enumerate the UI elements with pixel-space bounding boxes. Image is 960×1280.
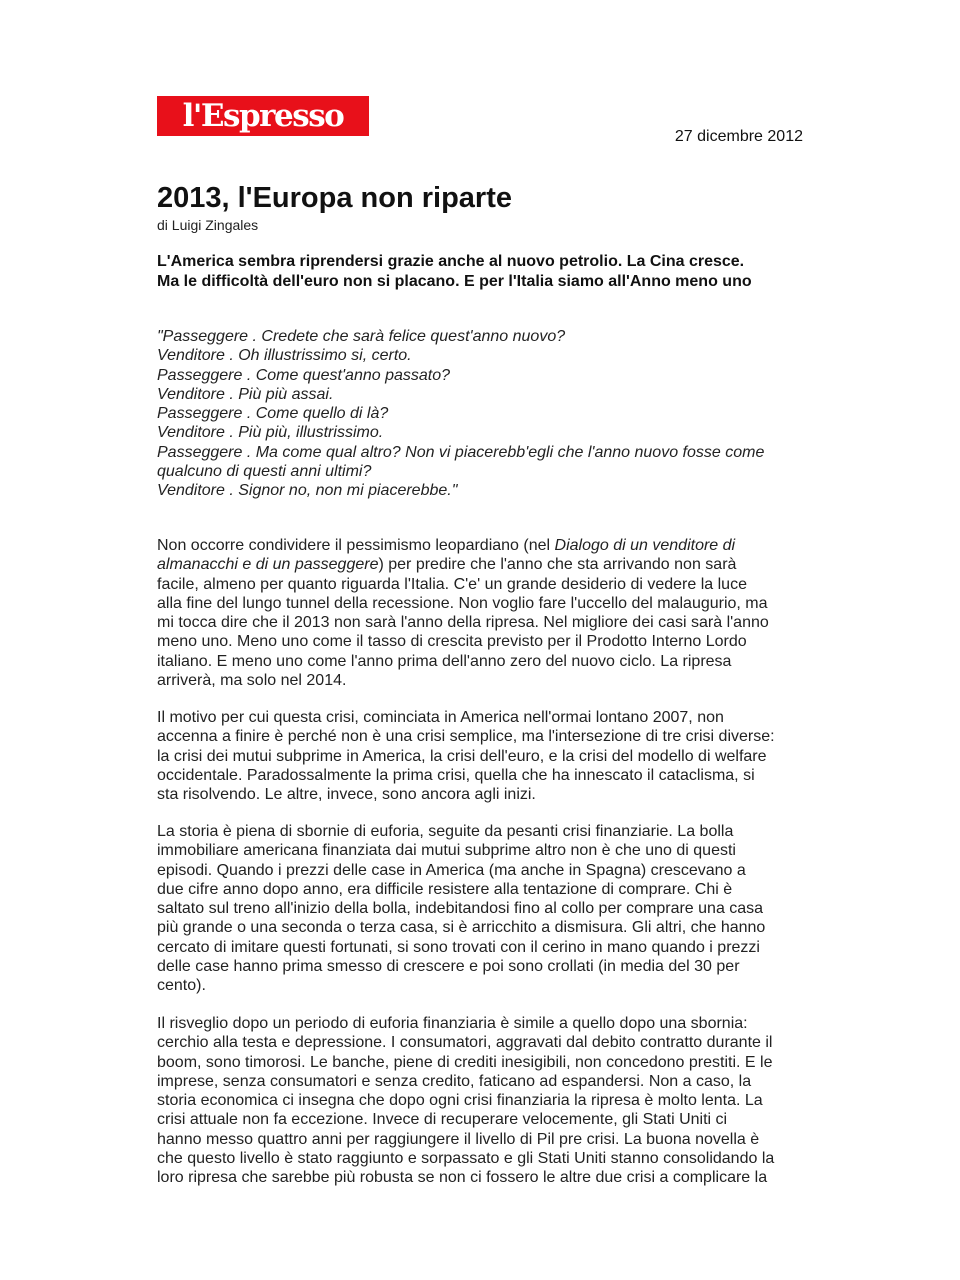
paragraph-line: Il risveglio dopo un periodo di euforia finanziaria è simile a quello dopo una sbornia: xyxy=(157,1015,748,1032)
quote-line: Passeggere . Ma come qual altro? Non vi piacerebb'egli che l'anno nuovo fosse come xyxy=(157,443,765,461)
quote-line: Passeggere . Come quello di là? xyxy=(157,405,389,423)
paragraph-line: imprese, senza consumatori e senza credito, faticano ad espandersi. Non a caso, la xyxy=(157,1072,752,1090)
paragraph-line: italiano. E meno uno come l'anno prima dell'anno zero del nuovo ciclo. La ripresa xyxy=(157,652,732,670)
paragraph-line: storia economica ci insegna che dopo ogni crisi finanziaria la ripresa è molto lenta. La xyxy=(157,1092,763,1110)
paragraph-line: saltato sul treno all'inizio della bolla, indebitandosi fino al collo per comprare una casa xyxy=(157,900,764,918)
article-title: 2013, l'Europa non riparte xyxy=(157,182,512,214)
quote-line: qualcuno di questi anni ultimi? xyxy=(157,463,372,481)
paragraph-line: che questo livello è stato raggiunto e sorpassato e gli Stati Uniti stanno consolidando la xyxy=(157,1150,775,1168)
paragraph-line: loro ripresa che sarebbe più robusta se non ci fossero le altre due crisi a complicare la xyxy=(157,1169,768,1187)
paragraph-line: delle case hanno prima smesso di crescere e poi sono crollati (in media del 30 per xyxy=(157,958,740,976)
paragraph-line: crisi attuale non fa eccezione. Invece di recuperare velocemente, gli Stati Uniti ci xyxy=(157,1111,728,1129)
publication-logo: l'Espresso xyxy=(157,96,369,136)
paragraph-line: mi tocca dire che il 2013 non sarà l'anno della ripresa. Nel migliore dei casi sarà l'anno xyxy=(157,614,769,632)
book-title-italic: almanacchi e di un passeggere xyxy=(157,556,379,574)
paragraph-line: facile, almeno per quanto riguarda l'Italia. C'e' un grande desiderio di vedere la luce xyxy=(157,575,747,593)
quote-line: Venditore . Oh illustrissimo si, certo. xyxy=(157,347,412,365)
paragraph-line: la crisi dei mutui subprime in America, la crisi dell'euro, e la crisi del modello di welfare xyxy=(157,747,767,765)
paragraph-line: hanno messo quattro anni per raggiungere il livello di Pil pre crisi. La buona novella è xyxy=(157,1130,760,1148)
paragraph-line: episodi. Quando i prezzi delle case in America (ma anche in Spagna) crescevano a xyxy=(157,861,746,879)
paragraph-line: boom, sono timorosi. Le banche, piene di crediti inesigibili, non concedono prestiti. E le xyxy=(157,1053,773,1071)
paragraph-line: cento). xyxy=(157,977,206,995)
paragraph-line: Il motivo per cui questa crisi, cominciata in America nell'ormai lontano 2007, non xyxy=(157,709,724,726)
quote-line: Venditore . Più più, illustrissimo. xyxy=(157,424,384,442)
quote-line: "Passeggere . Credete che sarà felice quest'anno nuovo? xyxy=(157,328,566,345)
paragraph-line: accenna a finire è perché non è una crisi semplice, ma l'intersezione di tre crisi diverse: xyxy=(157,728,775,746)
paragraph-line: immobiliare americana finanziata dai mutui subprime altro non è che uno di questi xyxy=(157,842,736,860)
paragraph-line: almanacchi e di un passeggere) per predire che l'anno che sta arrivando non sarà xyxy=(157,556,737,574)
quote-line: Passeggere . Come quest'anno passato? xyxy=(157,366,451,384)
paragraph-line: arriverà, ma solo nel 2014. xyxy=(157,672,347,690)
paragraph-line: due cifre anno dopo anno, era difficile resistere alla tentazione di comprare. Chi è xyxy=(157,880,733,898)
body-paragraph-1 xyxy=(157,536,817,690)
paragraph-line: Non occorre condividere il pessimismo leopardiano (nel Dialogo di un venditore di xyxy=(157,537,736,554)
paragraph-line: sta risolvendo. Le altre, invece, sono ancora agli inizi. xyxy=(157,786,536,804)
body-paragraph-4 xyxy=(157,1014,817,1188)
paragraph-line: occidentale. Paradossalmente la prima crisi, quella che ha innescato il cataclisma, si xyxy=(157,766,755,784)
body-paragraph-2 xyxy=(157,708,817,804)
paragraph-line: La storia è piena di sbornie di euforia, seguite da pesanti crisi finanziarie. La bolla xyxy=(157,823,734,840)
paragraph-line: meno uno. Meno uno come il tasso di crescita previsto per il Prodotto Interno Lordo xyxy=(157,633,747,651)
leopardi-quote xyxy=(157,327,817,501)
quote-line: Venditore . Signor no, non mi piacerebbe." xyxy=(157,482,458,500)
publication-date: 27 dicembre 2012 xyxy=(674,128,803,145)
quote-line: Venditore . Più più assai. xyxy=(157,385,334,403)
book-title-italic: Dialogo di un venditore di xyxy=(554,537,736,554)
subtitle-line: L'America sembra riprendersi grazie anche al nuovo petrolio. La Cina cresce. xyxy=(157,253,745,270)
paragraph-line: più grande o una seconda o terza casa, si è arricchito a dismisura. Gli altri, che hanno xyxy=(157,919,766,937)
paragraph-line: alla fine del lungo tunnel della recessione. Non voglio fare l'uccello del malaugurio, ma xyxy=(157,594,768,612)
paragraph-line: cercato di imitare questi fortunati, si sono trovati con il cerino in mano quando i prezzi xyxy=(157,938,760,956)
body-paragraph-3 xyxy=(157,822,817,996)
article-byline: di Luigi Zingales xyxy=(157,217,259,233)
article-subtitle xyxy=(157,252,817,292)
subtitle-line: Ma le difficoltà dell'euro non si placano. E per l'Italia siamo all'Anno meno uno xyxy=(157,273,752,290)
paragraph-line: cerchio alla testa e depressione. I consumatori, aggravati dal debito contratto durante il xyxy=(157,1034,773,1052)
